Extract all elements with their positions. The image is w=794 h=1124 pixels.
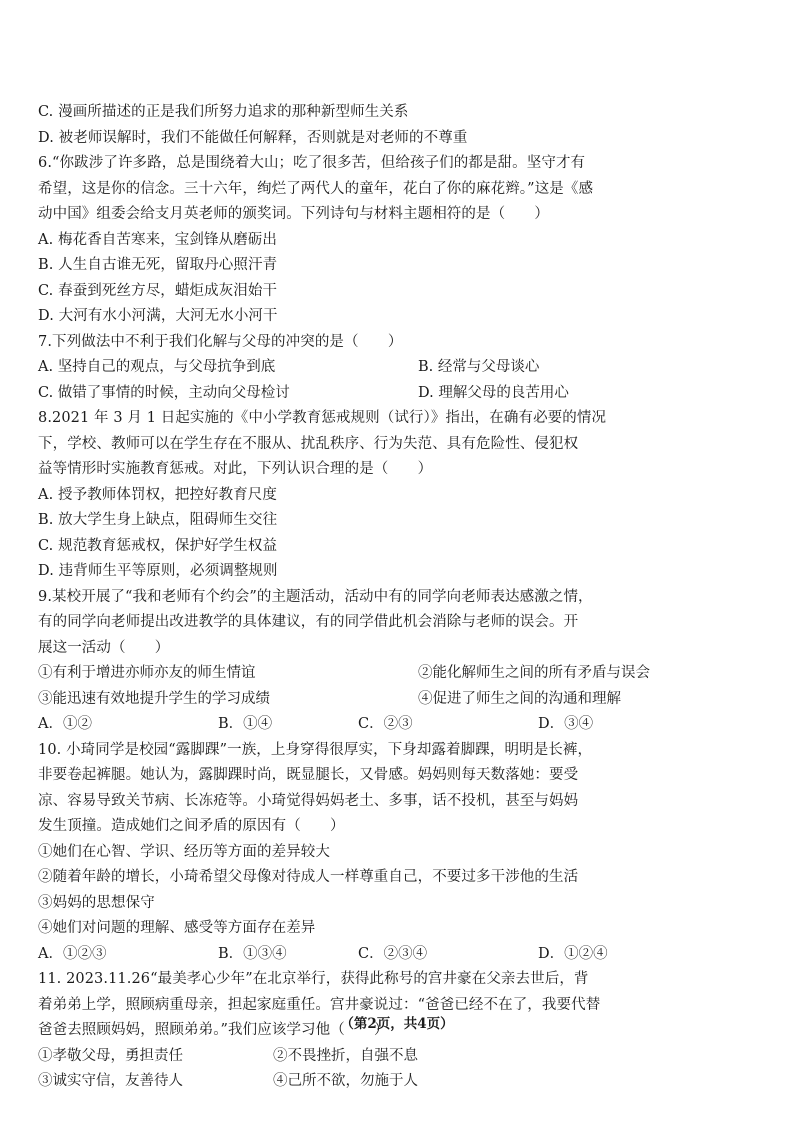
q8-stem-line-1: 8.2021 年 3 月 1 日起实施的《中小学教育惩戒规则（试行）》指出，在确有必要的情况 [38, 410, 607, 426]
q9-stem-line-1: 9.某校开展了“我和老师有个约会”的主题活动，活动中有的同学向老师表达感激之情， [38, 588, 593, 605]
q6-option-d: D. 大河有水小河满，大河无水小河干 [38, 308, 278, 324]
q6-option-a: A. 梅花香自苦寒来，宝剑锋从磨砺出 [38, 231, 277, 248]
q11-statement-2: ②不畏挫折，自强不息 [273, 1047, 418, 1064]
q11-statements-row-2 [38, 1069, 758, 1095]
q8-option-b: B. 放大学生身上缺点，阻碍师生交往 [38, 512, 278, 528]
q8-option-d: D. 违背师生平等原则，必须调整规则 [38, 563, 278, 579]
q8-stem-line-2: 下，学校、教师可以在学生存在不服从、扰乱秩序、行为失范、具有危险性、侵犯权 [38, 435, 579, 452]
q9-statement-4: ④促进了师生之间的沟通和理解 [418, 690, 621, 707]
page-footer: （第2页，共4页） [340, 1016, 454, 1032]
q11-stem-line-3: 爸爸去照顾妈妈，照顾弟弟。”我们应该学习他（ ） [38, 1022, 389, 1038]
q10-choice-a: A．①②③ [38, 945, 107, 962]
q10-statement-2: ②随着年龄的增长，小琦希望父母像对待成人一样尊重自己，不要过多干涉他的生活 [38, 869, 579, 885]
q10-stem-line-3: 凉、容易导致关节病、长冻疮等。小琦觉得妈妈老土、多事，话不投机，甚至与妈妈 [38, 792, 579, 809]
q10-statement-4: ④她们对问题的理解、感受等方面存在差异 [38, 920, 316, 936]
q9-choice-b: B．①④ [218, 716, 273, 732]
q8-option-a: A. 授予教师体罚权，把控好教育尺度 [38, 486, 277, 503]
q9-choices [38, 712, 758, 738]
q8-stem-line-3: 益等情形时实施教育惩戒。对此，下列认识合理的是（ ） [38, 461, 433, 477]
q11-statements-row-1 [38, 1044, 758, 1070]
q10-stem-line-1: 10. 小琦同学是校园“露脚踝”一族，上身穿得很厚实，下身却露着脚踝，明明是长裤， [38, 741, 593, 758]
q7-option-c: C. 做错了事情的时候，主动向父母检讨 [38, 384, 290, 401]
q11-stem-line-1: 11. 2023.11.26“最美孝心少年”在北京举行，获得此称号的宫井豪在父亲去世后，背 [38, 971, 589, 987]
q9-choice-a: A．①② [38, 716, 92, 732]
q7-option-d: D. 理解父母的良苦用心 [418, 384, 569, 401]
q8-option-c: C. 规范教育惩戒权，保护好学生权益 [38, 537, 278, 554]
q6-option-c: C. 春蚕到死丝方尽，蜡炬成灰泪始干 [38, 282, 278, 299]
q7-option-a: A. 坚持自己的观点，与父母抗争到底 [38, 359, 276, 375]
q10-statement-3: ③妈妈的思想保守 [38, 894, 155, 911]
q9-stem-line-2: 有的同学向老师提出改进教学的具体建议，有的同学借此机会消除与老师的误会。开 [38, 614, 579, 630]
q7-options-row-2 [38, 381, 758, 407]
q9-statement-3: ③能迅速有效地提升学生的学习成绩 [38, 690, 270, 707]
exam-page [38, 100, 758, 1095]
q9-statement-2: ②能化解师生之间的所有矛盾与误会 [418, 665, 650, 681]
q11-statement-4: ④己所不欲，勿施于人 [273, 1073, 418, 1089]
q10-choice-c: C．②③④ [358, 945, 428, 962]
q11-statement-3: ③诚实守信，友善待人 [38, 1073, 183, 1089]
q10-choice-d: D．①②④ [538, 945, 608, 962]
q6-stem-line-1: 6.“你跋涉了许多路，总是围绕着大山；吃了很多苦，但给孩子们的都是甜。坚守才有 [38, 155, 586, 171]
q7-stem: 7.下列做法中不利于我们化解与父母的冲突的是（ ） [38, 333, 403, 350]
q9-choice-c: C．②③ [358, 716, 413, 732]
q11-stem-line-2: 着弟弟上学，照顾病重母亲，担起家庭重任。宫井豪说过：“爸爸已经不在了，我要代替 [38, 996, 601, 1013]
q6-option-b: B. 人生自古谁无死，留取丹心照汗青 [38, 257, 278, 273]
q9-choice-d: D．③④ [538, 716, 594, 732]
q11-statement-1: ①孝敬父母，勇担责任 [38, 1047, 183, 1064]
q7-options-row-1 [38, 355, 758, 381]
q7-option-b: B. 经常与父母谈心 [418, 359, 540, 375]
q5-option-c: C. 漫画所描述的正是我们所努力追求的那种新型师生关系 [38, 104, 409, 120]
q10-choice-b: B．①③④ [218, 945, 287, 962]
q5-option-d: D. 被老师误解时，我们不能做任何解释，否则就是对老师的不尊重 [38, 129, 468, 146]
q9-statement-1: ①有利于增进亦师亦友的师生情谊 [38, 665, 256, 681]
q9-statements-row-1 [38, 661, 758, 687]
q10-stem-line-2: 非要卷起裤腿。她认为，露脚踝时尚，既显腿长，又骨感。妈妈则每天数落她：要受 [38, 767, 579, 783]
q10-stem-line-4: 发生顶撞。造成她们之间矛盾的原因有（ ） [38, 818, 345, 834]
q6-stem-line-2: 希望，这是你的信念。三十六年，绚烂了两代人的童年，花白了你的麻花辫。”这是《感 [38, 180, 594, 197]
q9-stem-line-3: 展这一活动（ ） [38, 639, 170, 656]
q10-statement-1: ①她们在心智、学识、经历等方面的差异较大 [38, 843, 330, 860]
q9-statements-row-2 [38, 687, 758, 713]
q6-stem-line-3: 动中国》组委会给支月英老师的颁奖词。下列诗句与材料主题相符的是（ ） [38, 206, 549, 222]
q10-choices [38, 942, 758, 968]
